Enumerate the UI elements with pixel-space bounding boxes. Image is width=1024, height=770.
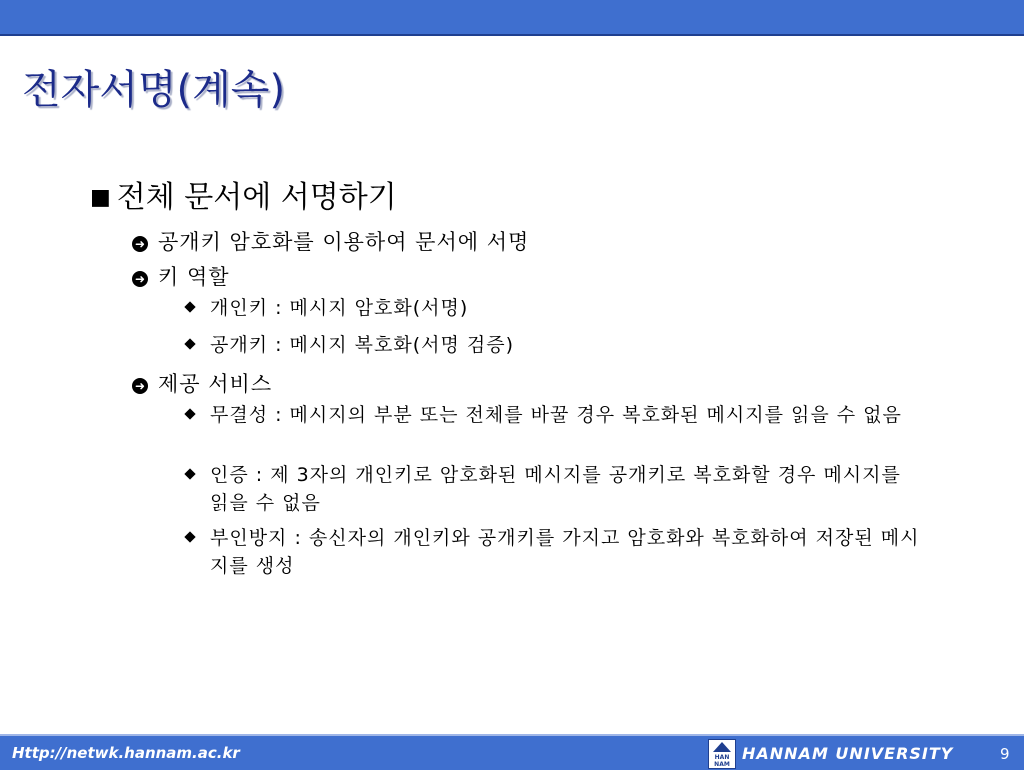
bullet-text: 개인키 : 메시지 암호화(서명) <box>210 297 469 319</box>
arrow-bullet-icon: ➜ <box>132 271 148 287</box>
bullet-level2 <box>132 368 272 398</box>
slide-title: 전자서명(계속) <box>22 67 286 113</box>
university-logo-icon <box>708 739 736 769</box>
bullet-level3 <box>186 401 926 429</box>
bullet-level3 <box>186 461 926 517</box>
bullet-text: 공개키 암호화를 이용하여 문서에 서명 <box>158 230 530 254</box>
logo-mark <box>713 742 731 752</box>
square-bullet-icon: ■ <box>90 185 111 210</box>
bullet-level1 <box>90 172 397 216</box>
bullet-level1-text: 전체 문서에 서명하기 <box>116 180 397 215</box>
bullet-level3 <box>186 294 926 322</box>
bullet-level3 <box>186 331 926 359</box>
logo-text: HAN NAM <box>714 754 730 768</box>
bullet-text: 무결성 : 메시지의 부분 또는 전체를 바꿀 경우 복호화된 메시지를 읽을 수 없음 <box>210 404 902 426</box>
footer-bar <box>0 734 1024 770</box>
page-number: 9 <box>1000 745 1010 763</box>
bullet-level3 <box>186 524 926 580</box>
bullet-text: 공개키 : 메시지 복호화(서명 검증) <box>210 334 514 356</box>
bullet-text: 키 역할 <box>158 265 230 289</box>
bullet-level2 <box>132 226 529 256</box>
footer-url-link[interactable]: Http://netwk.hannam.ac.kr <box>12 744 240 762</box>
arrow-bullet-icon: ➜ <box>132 236 148 252</box>
bullet-text: 제공 서비스 <box>158 372 273 396</box>
bullet-text: 부인방지 : 송신자의 개인키와 공개키를 가지고 암호화와 복호화하여 저장된 메시지를 생성 <box>210 527 920 577</box>
bullet-text: 인증 : 제 3자의 개인키로 암호화된 메시지를 공개키로 복호화할 경우 메시지를 읽을 수 없음 <box>210 464 901 514</box>
university-name: HANNAM UNIVERSITY <box>742 744 954 763</box>
bullet-level2 <box>132 261 230 291</box>
top-bar <box>0 0 1024 36</box>
arrow-bullet-icon: ➜ <box>132 378 148 394</box>
